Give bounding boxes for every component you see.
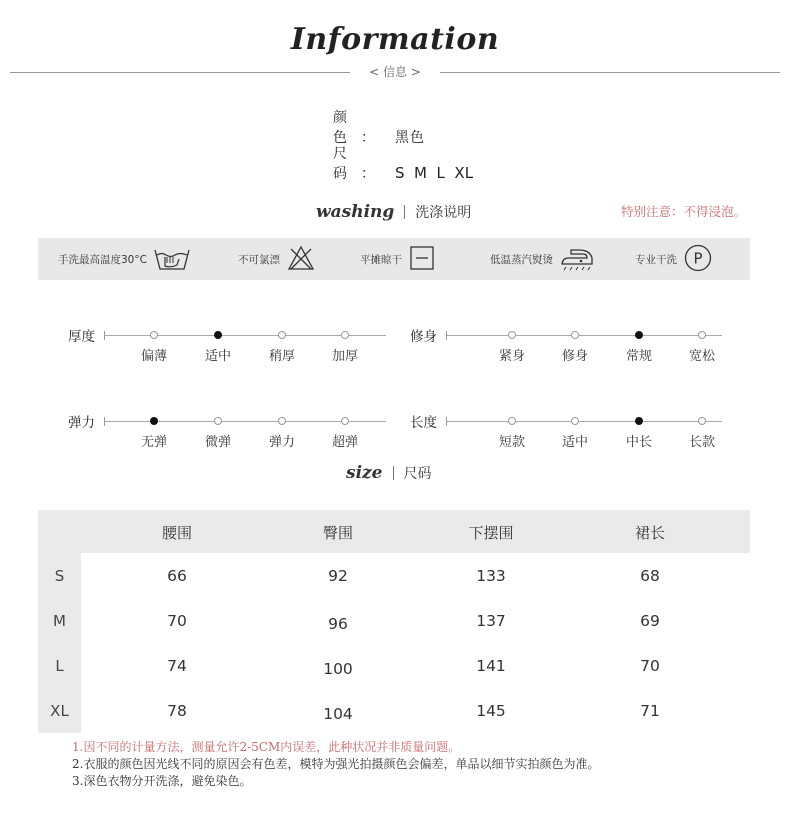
table-column-header: 下摆围 [468, 524, 514, 542]
heading-separator [393, 466, 394, 480]
page-title: Information [290, 22, 500, 57]
hand-wash-30-icon [147, 244, 191, 275]
scale-option-label: 长款 [688, 435, 715, 450]
attribute-label: 厚度 [68, 329, 95, 345]
scale-option-label: 适中 [561, 435, 588, 450]
size-label: 尺 码： [333, 146, 389, 182]
care-item-hand-wash [58, 238, 191, 280]
washing-heading-cn: 洗涤说明 [415, 205, 472, 221]
table-cell: 104 [323, 705, 353, 723]
care-label: 手洗最高温度30°C [58, 253, 147, 266]
table-cell: 137 [476, 612, 506, 630]
care-label: 专业干洗 [635, 253, 677, 266]
table-cell: 68 [640, 567, 660, 585]
scale-dot [698, 417, 706, 425]
size-heading [346, 463, 432, 483]
scale-dot-selected [150, 417, 158, 425]
scale-option-label: 中长 [625, 435, 652, 450]
table-cell: 78 [167, 702, 187, 720]
svg-text:P: P [693, 249, 703, 267]
table-row-header: XL [50, 702, 69, 720]
table-column-header: 腰围 [161, 524, 192, 542]
dry-flat-icon [402, 244, 436, 275]
scale-option-label: 适中 [204, 349, 231, 364]
washing-notice: 特别注意：不得浸泡。 [621, 204, 747, 219]
table-cell: 70 [640, 657, 660, 675]
attribute-scale-line [446, 335, 722, 336]
color-row [333, 107, 425, 147]
washing-heading-en: washing [316, 202, 395, 222]
color-value: 黑色 [395, 130, 425, 146]
care-item-low-steam-iron [490, 238, 595, 280]
scale-dot-selected [635, 417, 643, 425]
no-bleach-icon [280, 244, 316, 275]
care-label: 不可氯漂 [238, 253, 280, 266]
scale-option-label: 偏薄 [140, 349, 167, 364]
scale-dot [278, 417, 286, 425]
care-item-dry-clean [635, 238, 713, 280]
scale-dot [278, 331, 286, 339]
table-column-header: 臀围 [322, 524, 353, 542]
scale-dot-selected [635, 331, 643, 339]
washing-heading [316, 202, 471, 222]
table-cell: 96 [328, 615, 348, 633]
divider [440, 72, 780, 73]
scale-start-tick [446, 417, 447, 426]
table-row-header: M [53, 612, 66, 630]
page-subtitle: < 信息 > [369, 65, 421, 79]
scale-dot [698, 331, 706, 339]
table-cell: 70 [167, 612, 187, 630]
color-label: 颜 色： [333, 110, 389, 146]
scale-option-label: 稍厚 [268, 349, 295, 364]
scale-start-tick [446, 331, 447, 340]
scale-option-label: 紧身 [498, 349, 525, 364]
scale-option-label: 微弹 [204, 435, 231, 450]
table-row-header: S [54, 567, 65, 585]
table-cell: 141 [476, 657, 506, 675]
size-heading-en: size [346, 463, 383, 483]
note-line: 2.衣服的颜色因光线不同的原因会有色差，模特为强光拍摄颜色会偏差，单品以细节实拍颜色为准。 [72, 757, 600, 771]
attribute-label: 长度 [410, 415, 437, 431]
scale-option-label: 超弹 [331, 435, 358, 450]
table-cell: 145 [476, 702, 506, 720]
attribute-scale-line [446, 421, 722, 422]
scale-dot [214, 417, 222, 425]
table-cell: 92 [328, 567, 348, 585]
table-cell: 74 [167, 657, 187, 675]
note-line: 1.因不同的计量方法，测量允许2-5CM内误差，此种状况并非质量问题。 [72, 740, 461, 754]
scale-dot [341, 331, 349, 339]
scale-start-tick [104, 331, 105, 340]
professional-dry-clean-icon [677, 243, 713, 276]
scale-option-label: 修身 [561, 349, 588, 364]
scale-dot [571, 417, 579, 425]
care-item-no-bleach [238, 238, 316, 280]
low-steam-iron-icon [553, 244, 595, 275]
care-label: 低温蒸汽熨烫 [490, 253, 553, 266]
scale-dot [341, 417, 349, 425]
scale-option-label: 宽松 [688, 349, 715, 364]
attribute-label: 弹力 [68, 415, 95, 431]
size-row [333, 143, 473, 183]
care-item-dry-flat [360, 238, 436, 280]
table-cell: 66 [167, 567, 187, 585]
size-heading-cn: 尺码 [403, 466, 432, 482]
attribute-label: 修身 [410, 329, 437, 345]
table-cell: 133 [476, 567, 506, 585]
scale-option-label: 常规 [625, 349, 652, 364]
scale-option-label: 短款 [498, 435, 525, 450]
divider [10, 72, 350, 73]
table-column-header: 裙长 [634, 524, 665, 542]
scale-dot [508, 331, 516, 339]
care-instructions-bar [38, 238, 750, 280]
scale-option-label: 加厚 [331, 349, 358, 364]
scale-dot [571, 331, 579, 339]
scale-dot [150, 331, 158, 339]
table-row-header: L [55, 657, 64, 675]
scale-dot [508, 417, 516, 425]
note-line: 3.深色衣物分开洗涤，避免染色。 [72, 774, 252, 788]
table-cell: 100 [323, 660, 353, 678]
table-cell: 71 [640, 702, 660, 720]
scale-start-tick [104, 417, 105, 426]
size-value: S M L XL [395, 164, 474, 182]
scale-dot-selected [214, 331, 222, 339]
table-cell: 69 [640, 612, 660, 630]
heading-separator [404, 205, 405, 219]
care-label: 平摊晾干 [360, 253, 402, 266]
scale-option-label: 无弹 [140, 435, 167, 450]
scale-option-label: 弹力 [268, 435, 295, 450]
